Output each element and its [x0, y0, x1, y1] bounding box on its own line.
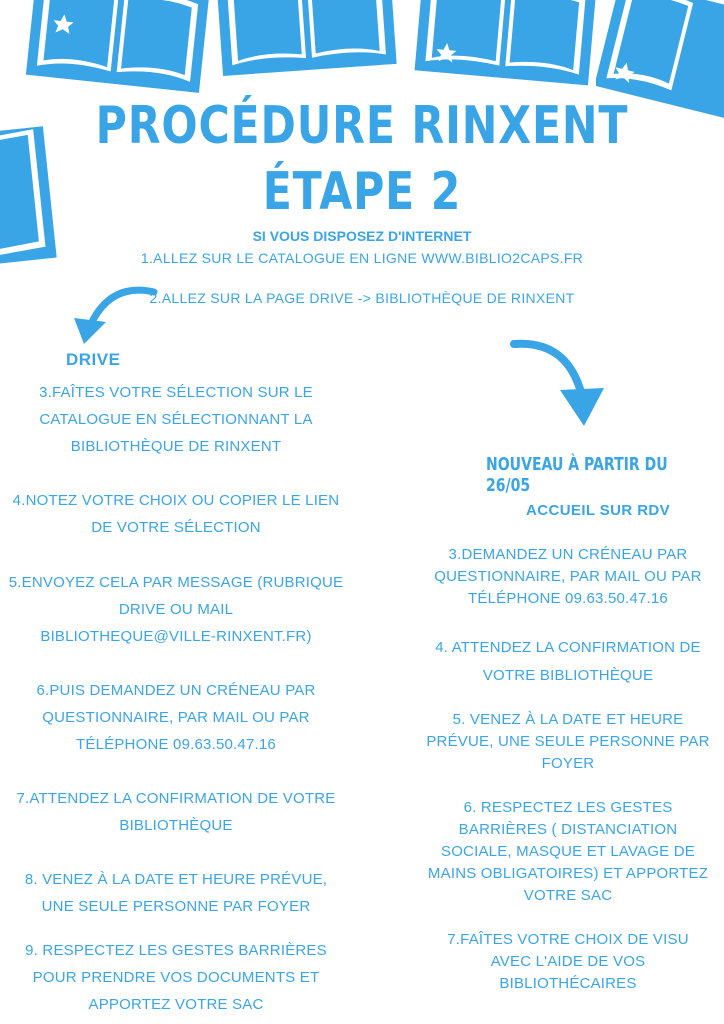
line: 3.DEMANDEZ UN CRÉNEAU PAR: [448, 546, 688, 563]
line: UNE SEULE PERSONNE PAR FOYER: [41, 898, 311, 915]
line: APPORTEZ VOTRE SAC: [88, 996, 264, 1013]
rdv-heading: ACCUEIL SUR RDV: [526, 502, 671, 519]
line: TÉLÉPHONE 09.63.50.47.16: [468, 590, 668, 607]
line: 4.NOTEZ VOTRE CHOIX OU COPIER LE LIEN: [12, 492, 340, 509]
arrow-icon: [508, 330, 608, 430]
drive-step-8: [0, 866, 352, 920]
line: VOTRE SAC: [523, 887, 613, 904]
drive-step-3: [0, 379, 352, 460]
rdv-step-6: [412, 797, 724, 907]
line: 6. RESPECTEZ LES GESTES: [463, 799, 673, 816]
drive-step-4: [0, 487, 352, 541]
title-line-2: ÉTAPE 2: [262, 162, 462, 222]
line: MAINS OBLIGATOIRES) ET APPORTEZ: [427, 865, 709, 882]
line: 5.ENVOYEZ CELA PAR MESSAGE (RUBRIQUE: [8, 574, 344, 591]
line: VOTRE BIBLIOTHÈQUE: [482, 667, 654, 684]
line: TÉLÉPHONE 09.63.50.47.16: [76, 736, 276, 753]
line: BARRIÈRES ( DISTANCIATION: [458, 821, 678, 838]
line: 7.ATTENDEZ LA CONFIRMATION DE VOTRE: [16, 790, 336, 807]
line: SOCIALE, MASQUE ET LAVAGE DE: [440, 843, 695, 860]
line: 5. VENEZ À LA DATE ET HEURE: [452, 711, 684, 728]
line: BIBLIOTHÈQUE: [119, 817, 233, 834]
line: 6.PUIS DEMANDEZ UN CRÉNEAU PAR: [36, 682, 316, 699]
line: FOYER: [541, 755, 595, 772]
line: 9. RESPECTEZ LES GESTES BARRIÈRES: [25, 942, 327, 959]
line: QUESTIONNAIRE, PAR MAIL OU PAR: [434, 568, 702, 585]
line: 8. VENEZ À LA DATE ET HEURE PRÉVUE,: [24, 871, 328, 888]
drive-step-5: [0, 569, 352, 650]
line: CATALOGUE EN SÉLECTIONNANT LA: [39, 411, 313, 428]
subtitle: SI VOUS DISPOSEZ D'INTERNET: [252, 228, 472, 244]
line: AVEC L'AIDE DE VOS: [490, 953, 646, 970]
line: BIBLIOTHÈQUE DE RINXENT: [70, 438, 282, 455]
rdv-step-3: [412, 544, 724, 610]
line: DRIVE OU MAIL: [118, 601, 234, 618]
line: POUR PRENDRE VOS DOCUMENTS ET: [32, 969, 320, 986]
drive-heading: DRIVE: [66, 350, 121, 369]
line: 4. ATTENDEZ LA CONFIRMATION DE: [435, 639, 701, 656]
step-2: 2.ALLEZ SUR LA PAGE DRIVE -> BIBLIOTHÈQUE DE RINXENT: [149, 290, 575, 306]
open-book-icon: [0, 120, 70, 270]
line: BIBLIOTHÉCAIRES: [499, 975, 637, 992]
step-1: 1.ALLEZ SUR LE CATALOGUE EN LIGNE WWW.BIBLIO2CAPS.FR: [140, 250, 584, 266]
rdv-step-4: [412, 634, 724, 690]
line: DE VOTRE SÉLECTION: [91, 519, 261, 536]
new-from-date-heading: NOUVEAU À PARTIR DU 26/05: [486, 454, 668, 496]
line: QUESTIONNAIRE, PAR MAIL OU PAR: [42, 709, 310, 726]
open-book-icon: [212, 0, 402, 84]
line: BIBLIOTHEQUE@VILLE-RINXENT.FR): [40, 628, 312, 645]
drive-step-6: [0, 677, 352, 758]
line: PRÉVUE, UNE SEULE PERSONNE PAR: [426, 733, 710, 750]
drive-step-7: [0, 785, 352, 839]
rdv-step-5: [412, 709, 724, 775]
line: 3.FAÎTES VOTRE SÉLECTION SUR LE: [39, 384, 313, 401]
rdv-step-7: [412, 929, 724, 995]
arrow-icon: [66, 282, 158, 348]
line: 7.FAÎTES VOTRE CHOIX DE VISU: [447, 931, 689, 948]
title-line-1: PROCÉDURE RINXENT: [95, 96, 629, 156]
open-book-icon: [22, 0, 212, 100]
open-book-icon: [410, 0, 600, 93]
drive-step-9: [0, 937, 352, 1018]
